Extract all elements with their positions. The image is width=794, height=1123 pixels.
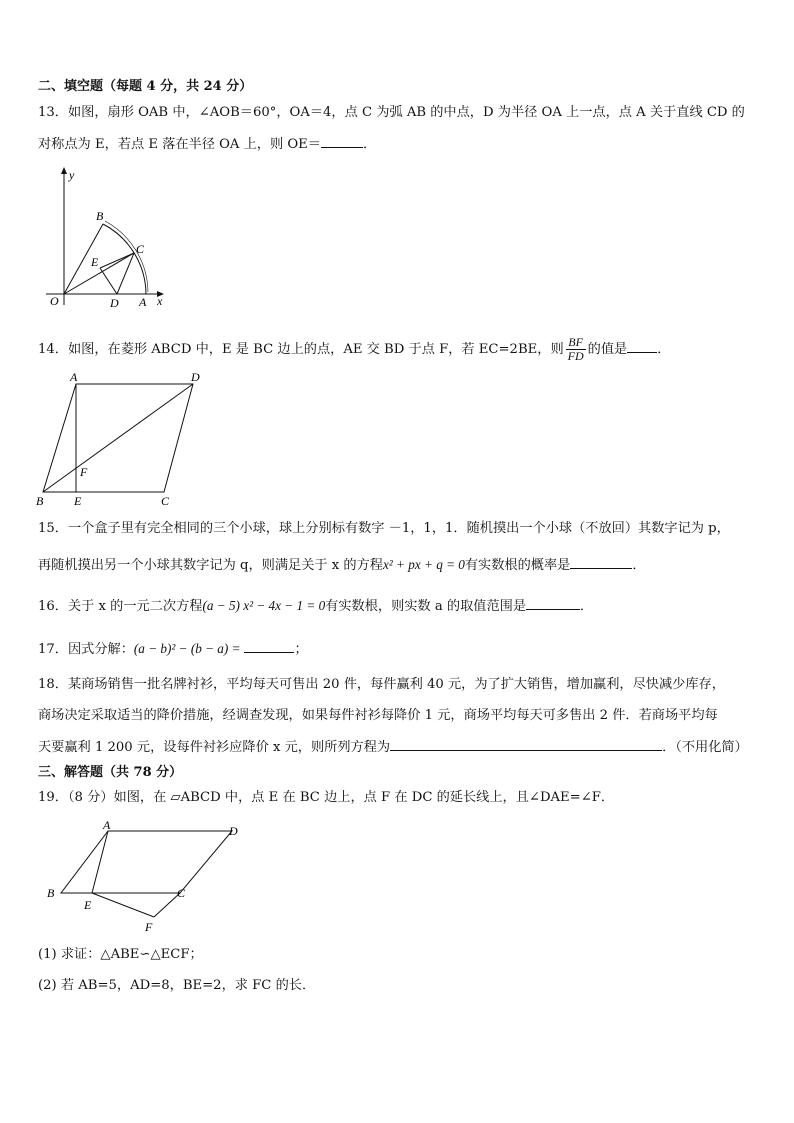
q17-expression: (a − b)² − (b − a) =	[133, 641, 241, 656]
q18-line1: 18．某商场销售一批名牌衬衫，平均每天可售出 20 件，每件赢利 40 元，为了扩大销售，增加赢利，尽快减少库存，	[38, 677, 725, 692]
q19-label-F: F	[145, 920, 153, 934]
q14-figure	[34, 370, 209, 510]
q14-line	[38, 336, 670, 363]
q15-end: ．	[632, 558, 646, 573]
q16-text-a: 16．关于 x 的一元二次方程	[38, 599, 203, 614]
q13-label-O: O	[50, 294, 59, 308]
q13-label-x: x	[157, 294, 163, 308]
section-title-solution: 三、解答题（共 78 分）	[38, 765, 183, 780]
q16-equation: (a − 5) x² − 4x − 1 = 0	[202, 598, 326, 613]
q19-label-B: B	[47, 886, 55, 900]
q13-label-y: y	[69, 168, 75, 182]
q14-label-E: E	[74, 494, 82, 508]
q13-line1: 13．如图，扇形 OAB 中，∠AOB＝60°，OA＝4，点 C 为弧 AB 的中点，D 为半径 OA 上一点，点 A 关于直线 CD 的	[38, 105, 745, 120]
q13-label-C: C	[136, 242, 145, 256]
q19-part2: (2) 若 AB=5，AD=8，BE=2，求 FC 的长．	[38, 978, 316, 993]
q14-text-before: 14．如图，在菱形 ABCD 中，E 是 BC 边上的点，AE 交 BD 于点 F，若 EC=2BE，则	[38, 342, 564, 357]
q19-segment-EF	[92, 893, 154, 917]
q13-label-B: B	[96, 209, 104, 223]
q19-label-C: C	[177, 886, 186, 900]
q13-label-E: E	[91, 255, 99, 269]
q15-line2-text-a: 再随机摸出另一个小球其数字记为 q，则满足关于 x 的方程	[38, 558, 383, 573]
q14-end: ．	[657, 342, 671, 357]
q13-segment-OC	[64, 253, 134, 294]
q18-line3-text-b: ．（不用化简）	[662, 740, 748, 755]
q13-figure	[36, 165, 176, 310]
q19-line1: 19．（8 分）如图，在 ▱ABCD 中，点 E 在 BC 边上，点 F 在 DC 的延长线上，且∠DAE=∠F．	[38, 790, 615, 805]
q17-line	[38, 640, 308, 659]
q14-fraction	[566, 336, 586, 363]
q14-fraction-denominator: FD	[567, 349, 584, 363]
q18-line3	[38, 738, 748, 757]
q14-label-B: B	[36, 494, 44, 508]
q14-label-D: D	[191, 370, 200, 384]
q14-fraction-numerator: BF	[566, 336, 586, 350]
q15-line1: 15．一个盒子里有完全相同的三个小球，球上分别标有数字 －1，1，1．随机摸出一个小球（不放回）其数字记为 p，	[38, 521, 730, 536]
q18-line2: 商场决定采取适当的降价措施，经调查发现，如果每件衬衫每降价 1 元，商场平均每天可多售出 2 件．若商场平均每	[38, 708, 718, 723]
q19-figure	[44, 818, 254, 936]
q17-answer-blank	[244, 640, 294, 653]
q19-part1: (1) 求证：△ABE∽△ECF；	[38, 947, 203, 962]
q19-segment-AE	[92, 831, 108, 893]
q13-segment-ED	[100, 268, 117, 294]
q16-line	[38, 597, 593, 616]
q18-answer-blank	[390, 738, 662, 751]
q14-label-F: F	[80, 465, 88, 479]
q15-equation: x² + px + q = 0	[382, 557, 465, 572]
q14-answer-blank	[627, 340, 657, 353]
q18-line3-text-a: 天要赢利 1 200 元，设每件衬衫应降价 x 元，则所列方程为	[38, 740, 391, 755]
q13-line2-text: 对称点为 E，若点 E 落在半径 OA 上，则 OE＝	[38, 137, 321, 152]
section-title-fill-in: 二、填空题（每题 4 分，共 24 分）	[38, 79, 253, 94]
q16-end: ．	[580, 599, 594, 614]
q19-label-D: D	[229, 824, 238, 838]
q17-end: ；	[294, 642, 308, 657]
q19-parallelogram	[61, 831, 232, 893]
q14-label-A: A	[70, 370, 78, 384]
q13-label-D: D	[110, 296, 119, 310]
q14-diagonal-BD	[43, 384, 193, 492]
q16-answer-blank	[526, 597, 580, 610]
q15-line2	[38, 556, 646, 575]
q14-text-after: 的值是	[587, 342, 628, 357]
q13-label-A: A	[139, 295, 147, 309]
q15-line2-text-b: 有实数根的概率是	[464, 558, 571, 573]
q14-label-C: C	[161, 494, 170, 508]
q13-answer-blank	[321, 135, 363, 148]
q13-line2	[38, 135, 376, 154]
q19-label-A: A	[103, 818, 111, 832]
q17-text: 17．因式分解：	[38, 642, 134, 657]
q15-answer-blank	[570, 556, 632, 569]
q16-text-b: 有实数根，则实数 a 的取值范围是	[325, 599, 527, 614]
q19-label-E: E	[84, 898, 92, 912]
q13-line2-end: ．	[363, 137, 377, 152]
